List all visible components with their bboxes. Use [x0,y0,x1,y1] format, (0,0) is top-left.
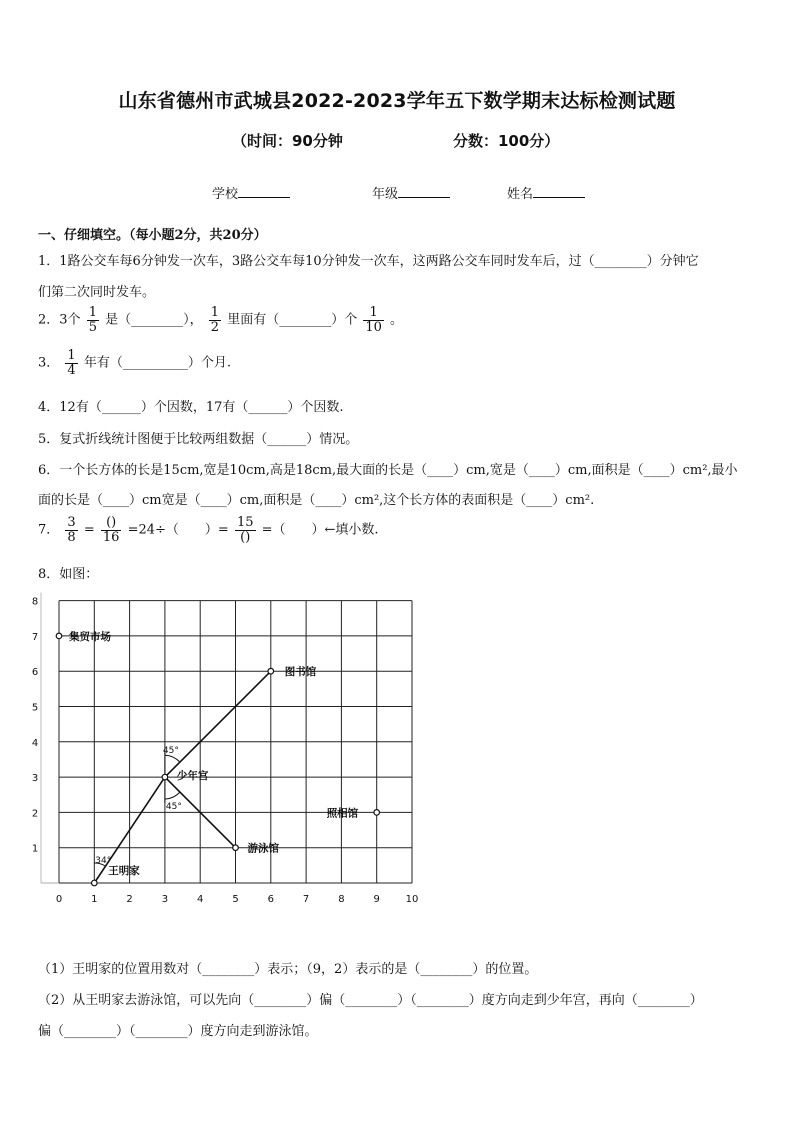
exam-score: 分数：100分） [453,132,560,150]
y-tick-label: 6 [31,667,39,679]
q2-text-a: 2．3个 [38,312,81,328]
x-tick-label: 2 [126,894,133,905]
question-8-part2-line1: （2）从王明家去游泳馆，可以先向（________）偏（________）（________）度方向走到少年宫，再向（________） [38,993,703,1008]
question-5: 5．复式折线统计图便于比较两组数据（______）情况。 [38,432,359,447]
question-3 [38,349,231,377]
q2-text-b: 是（________）， [105,312,203,328]
y-tick-label: 7 [31,631,39,643]
fraction-blank-sixteenths: $\frac{()}{16}$ [102,515,120,545]
place-point [268,668,274,674]
x-tick-label: 0 [55,894,63,905]
y-tick-label: 5 [31,702,39,714]
question-8-part1: （1）王明家的位置用数对（________）表示；（9，2）表示的是（________）的位置。 [38,962,538,977]
x-tick-label: 4 [197,894,204,905]
fraction-fifteen-over-blank: $\frac{15}{()}$ [236,515,254,545]
question-2 [38,306,403,334]
q2-text-c: 里面有（________）个 [227,312,358,328]
school-field [212,183,290,202]
x-tick-label: 1 [91,894,98,905]
x-tick-label: 10 [405,894,419,905]
grade-blank[interactable] [398,185,450,198]
q7-text-a: 7． [38,522,60,538]
question-6-line2: 面的长是（____）cm宽是（____）cm,面积是（____）cm²,这个长方体的表面积是（____）cm². [38,493,595,508]
fraction-three-eighths: $\frac{3}{8}$ [67,515,76,545]
question-1-line1: 1．1路公交车每6分钟发一次车，3路公交车每10分钟发一次车，这两路公交车同时发车后，过（________）分钟它 [38,254,699,269]
q3-text-a: 3． [38,355,60,371]
question-4: 4．12有（______）个因数，17有（______）个因数. [38,400,344,415]
place-point [92,880,98,886]
angle-label: 34° [95,856,112,866]
place-label: 集贸市场 [69,630,111,643]
fraction-one-fifth: $\frac{1}{5}$ [88,305,97,335]
section-heading: 一、仔细填空。（每小题2分，共20分） [38,228,267,243]
y-tick-label: 8 [31,596,39,608]
fraction-one-tenth: $\frac{1}{10}$ [365,305,382,335]
angle-label: 45° [162,746,179,757]
name-label: 姓名 [507,187,534,202]
route-line [162,671,271,777]
place-point [233,845,239,851]
place-label: 照相馆 [326,807,359,820]
q7-eq: = [83,522,95,538]
angle-arc-lower [165,792,180,799]
fraction-one-half: $\frac{1}{2}$ [210,305,220,335]
grade-field [372,183,450,202]
question-7 [38,516,379,544]
x-tick-label: 5 [232,894,239,905]
q3-text-b: 年有（__________）个月. [83,355,231,371]
question-6-line1: 6．一个长方体的长是15cm,宽是10cm,高是18cm,最大面的长是（____）cm,宽是（____）cm,面积是（____）cm²,最小 [38,463,738,478]
y-tick-label: 3 [31,773,39,785]
x-tick-label: 3 [161,894,169,905]
place-label: 王明家 [108,865,140,877]
x-tick-label: 6 [267,894,274,905]
y-tick-label: 4 [31,737,39,749]
angle-arc-upper [165,755,180,762]
question-8-label: 8．如图： [38,567,99,582]
grade-label: 年级 [372,187,399,202]
q2-text-e: 。 [390,312,404,328]
angle-label: 45° [165,802,182,813]
place-point [162,774,168,780]
place-point [56,633,62,639]
place-label: 图书馆 [284,666,317,679]
question-1-line2: 们第二次同时发车。 [38,285,156,300]
school-blank[interactable] [238,185,290,198]
page-title: 山东省德州市武城县2022-2023学年五下数学期末达标检测试题 [118,90,676,112]
x-tick-label: 7 [302,894,310,905]
name-blank[interactable] [533,185,585,198]
q7-text-c: =（ ）←填小数. [261,522,379,538]
place-point [374,810,380,816]
y-tick-label: 1 [31,843,39,855]
x-tick-label: 8 [338,894,345,905]
place-label: 少年宫 [176,770,209,783]
school-label: 学校 [212,187,239,202]
question-8-part2-line2: 偏（________）（________）度方向走到游泳馆。 [38,1024,318,1039]
q7-text-b: =24÷（ ）= [127,522,229,538]
y-tick-label: 2 [31,808,39,820]
name-field [507,183,585,202]
x-tick-label: 9 [373,894,380,905]
place-label: 游泳馆 [247,842,279,855]
fraction-one-quarter: $\frac{1}{4}$ [67,348,76,378]
exam-time: （时间：90分钟 [232,132,343,150]
coordinate-map [30,588,430,910]
